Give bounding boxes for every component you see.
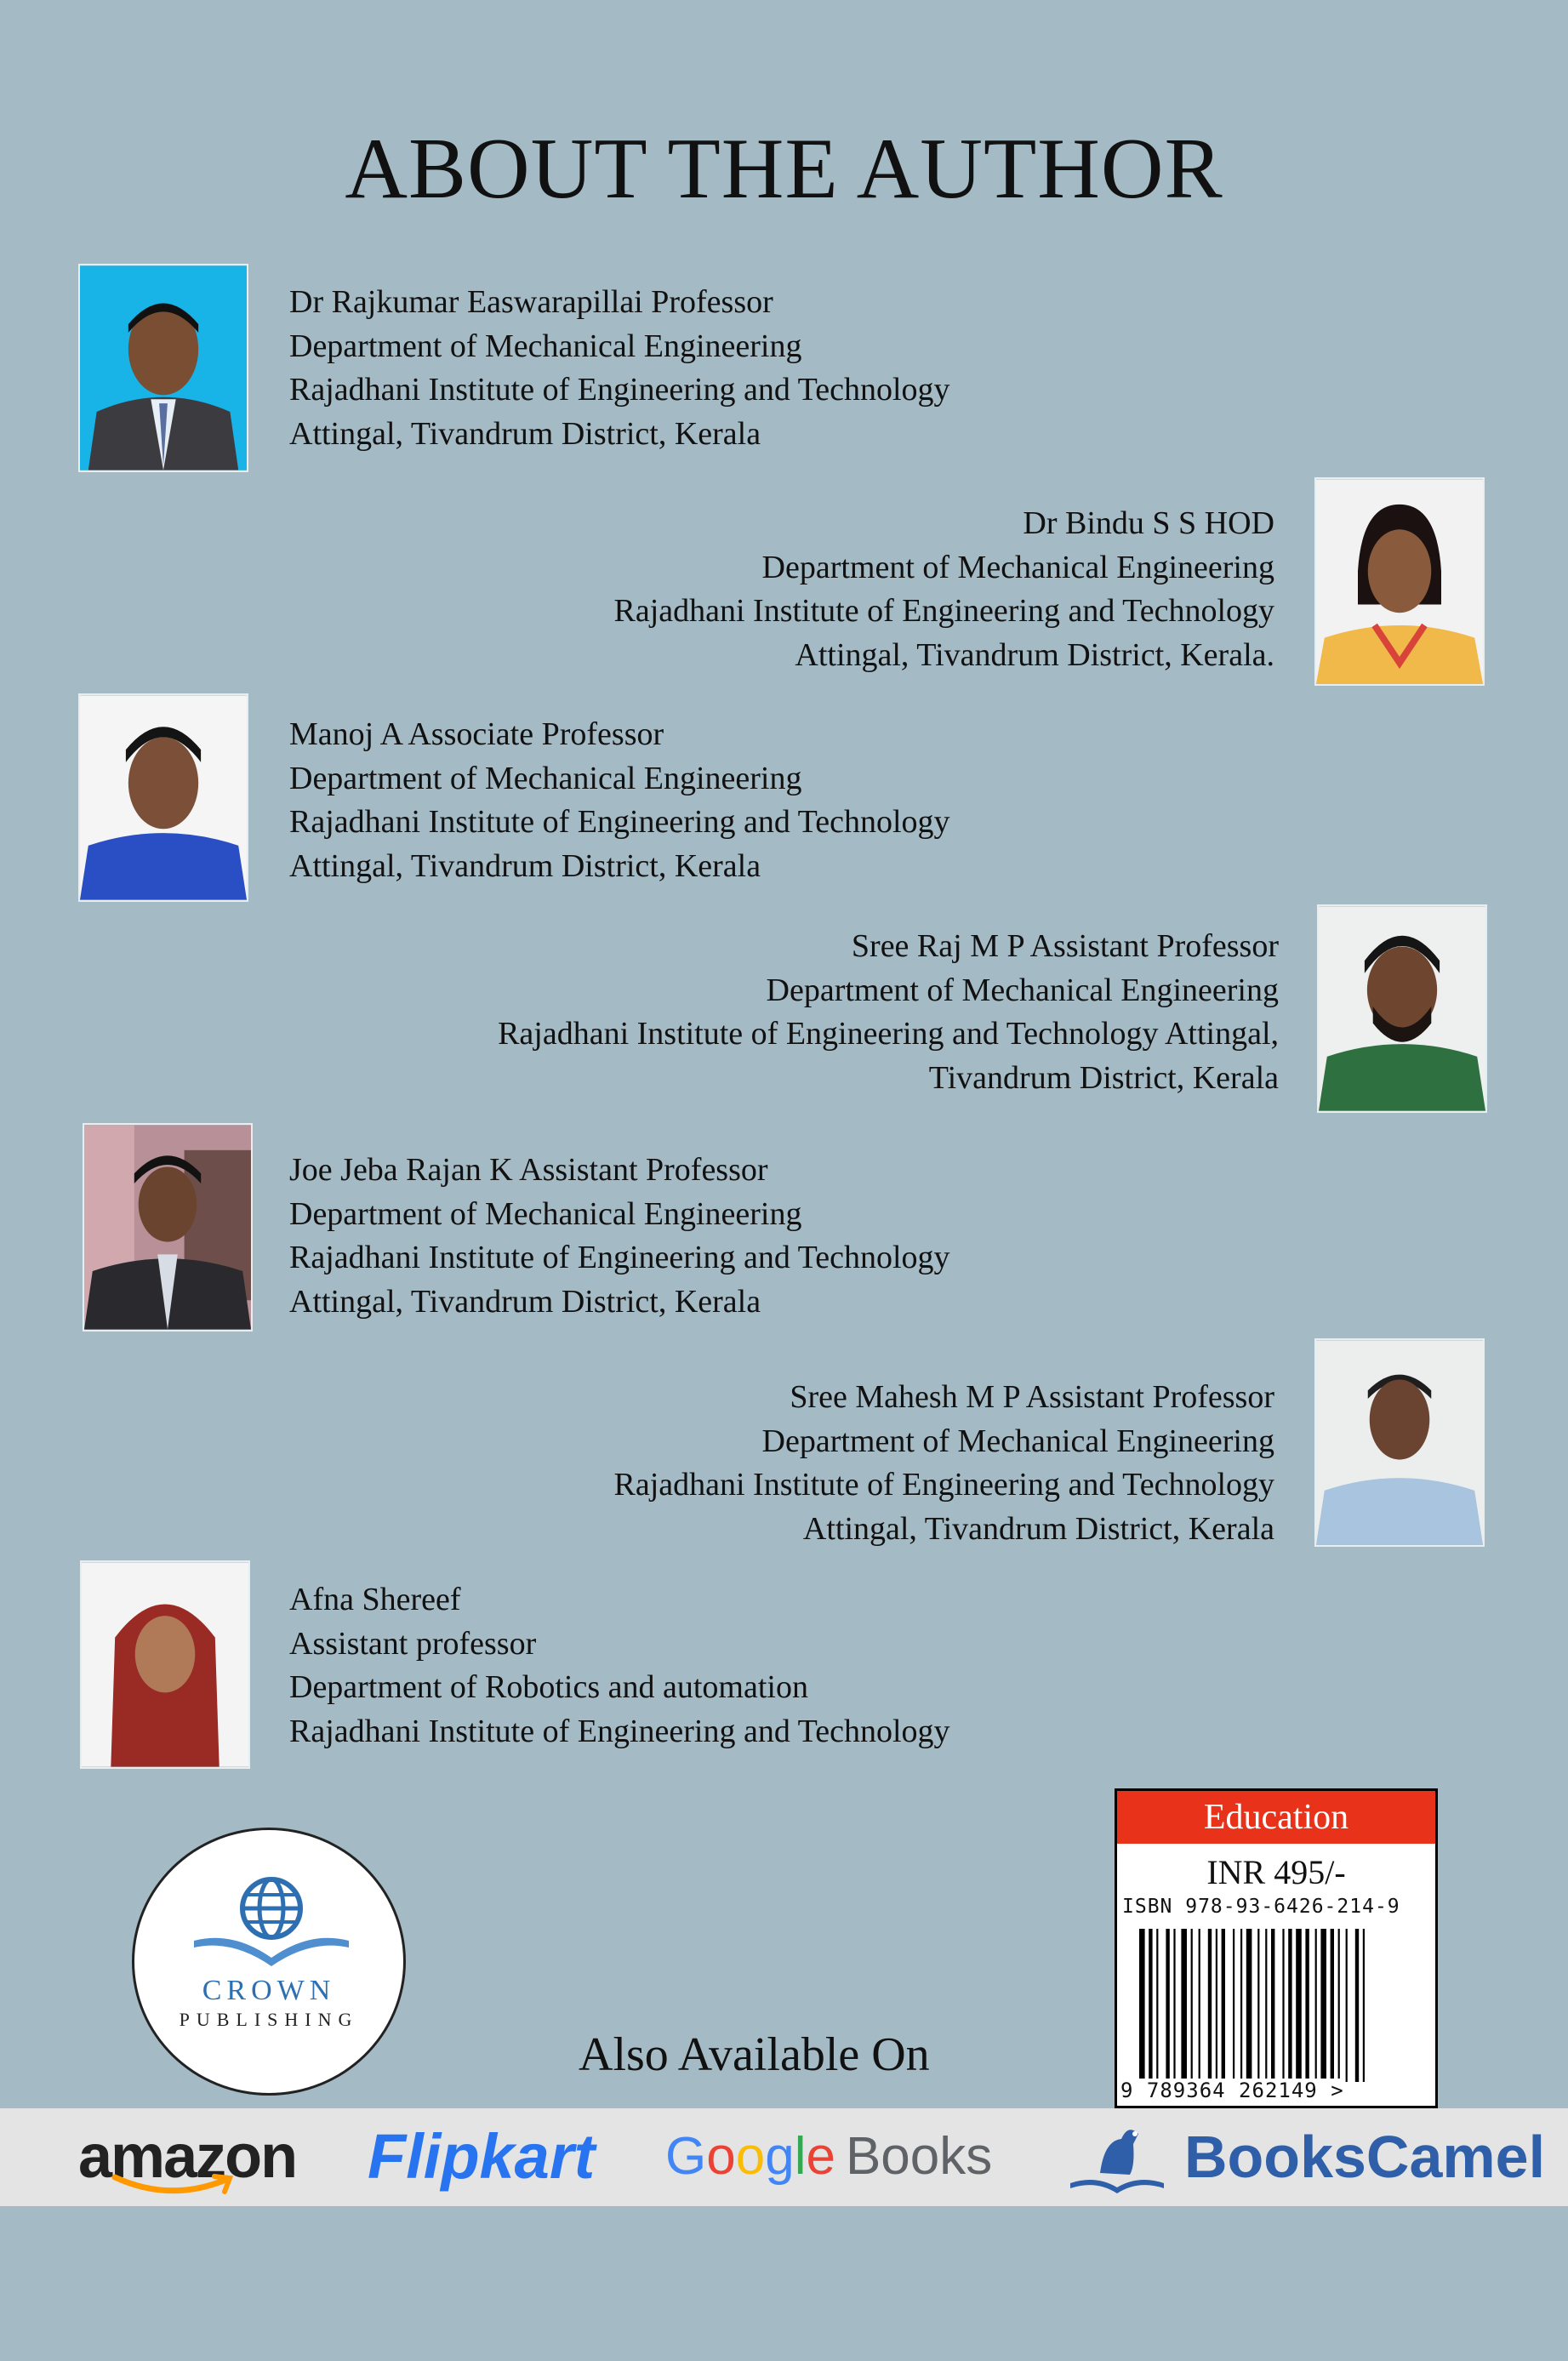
author-name-line: Sree Raj M P Assistant Professor bbox=[851, 928, 1279, 964]
author-name-line: Dr Bindu S S HOD bbox=[1023, 505, 1274, 541]
publisher-name: CROWN bbox=[202, 1975, 336, 2006]
also-available-heading: Also Available On bbox=[579, 2028, 930, 2081]
google-letter: g bbox=[765, 2127, 795, 2186]
barcode-bar bbox=[1222, 1929, 1225, 2082]
author-details bbox=[289, 281, 950, 456]
barcode-bar bbox=[1320, 1929, 1326, 2082]
barcode-bar bbox=[1257, 1929, 1259, 2082]
author-institute: Rajadhani Institute of Engineering and Technology Attingal, bbox=[498, 1016, 1279, 1052]
barcode-digits: 9 789364 262149 > bbox=[1120, 2079, 1344, 2102]
barcode-bar bbox=[1355, 1929, 1359, 2082]
camel-book-icon bbox=[1062, 2115, 1172, 2200]
author-photo bbox=[1314, 477, 1485, 686]
google-letter: G bbox=[665, 2127, 707, 2186]
author-department: Department of Mechanical Engineering bbox=[761, 549, 1274, 585]
author-name-line: Afna Shereef bbox=[289, 1582, 461, 1617]
author-details bbox=[289, 1149, 950, 1324]
author-title: Assistant professor bbox=[289, 1625, 537, 1662]
amazon-logo[interactable]: amazon bbox=[78, 2123, 297, 2191]
portrait-image bbox=[80, 695, 247, 900]
author-location: Attingal, Tivandrum District, Kerala. bbox=[795, 636, 1274, 673]
google-letter: e bbox=[806, 2127, 835, 2186]
portrait-image bbox=[84, 1125, 251, 1330]
author-location: Attingal, Tivandrum District, Kerala bbox=[802, 1510, 1274, 1547]
author-institute: Rajadhani Institute of Engineering and Technology bbox=[613, 1467, 1274, 1503]
barcode-bar bbox=[1173, 1929, 1175, 2082]
author-department: Department of Mechanical Engineering bbox=[289, 760, 802, 796]
barcode-bar bbox=[1331, 1929, 1334, 2082]
portrait-image bbox=[80, 265, 247, 470]
portrait-image bbox=[1319, 906, 1485, 1111]
portrait-image bbox=[82, 1562, 248, 1767]
author-location: Tivandrum District, Kerala bbox=[928, 1059, 1279, 1096]
author-name-line: Dr Rajkumar Easwarapillai Professor bbox=[289, 284, 773, 320]
price-label: INR 495/- bbox=[1206, 1853, 1346, 1891]
author-name-line: Sree Mahesh M P Assistant Professor bbox=[790, 1379, 1274, 1415]
author-photo bbox=[80, 1560, 250, 1769]
barcode-bar bbox=[1156, 1929, 1158, 2082]
barcode-icon bbox=[1138, 1929, 1418, 2082]
author-institute: Rajadhani Institute of Engineering and Technology bbox=[613, 593, 1274, 629]
barcode-bar bbox=[1166, 1929, 1169, 2082]
globe-book-icon bbox=[134, 1830, 408, 2098]
author-institute: Rajadhani Institute of Engineering and Technology bbox=[289, 1713, 950, 1749]
author-location: Attingal, Tivandrum District, Kerala bbox=[289, 415, 761, 452]
publisher-logo bbox=[132, 1828, 406, 2096]
barcode-bar bbox=[1149, 1929, 1152, 2082]
barcode-bar bbox=[1363, 1929, 1365, 2082]
author-location: Attingal, Tivandrum District, Kerala bbox=[289, 1283, 761, 1320]
author-details bbox=[289, 713, 950, 888]
barcode-bar bbox=[1246, 1929, 1252, 2082]
barcode-bar bbox=[1265, 1929, 1267, 2082]
barcode-bar bbox=[1216, 1929, 1217, 2082]
barcode-bar bbox=[1338, 1929, 1340, 2082]
barcode-bar bbox=[1288, 1929, 1291, 2082]
author-institute: Rajadhani Institute of Engineering and Technology bbox=[289, 804, 950, 840]
publisher-tagline: PUBLISHING bbox=[179, 2009, 359, 2030]
store-strip bbox=[0, 2108, 1568, 2206]
barcode-bar bbox=[1305, 1929, 1309, 2082]
google-books-label: Books bbox=[845, 2127, 993, 2186]
amazon-smile-icon bbox=[111, 2173, 238, 2198]
barcode-bar bbox=[1208, 1929, 1212, 2082]
isbn-label: ISBN 978-93-6426-214-9 bbox=[1122, 1896, 1400, 1918]
author-department: Department of Mechanical Engineering bbox=[761, 1423, 1274, 1459]
barcode-box bbox=[1115, 1788, 1438, 2108]
barcode-bar bbox=[1199, 1929, 1200, 2082]
author-details bbox=[614, 502, 1275, 677]
author-department: Department of Mechanical Engineering bbox=[766, 972, 1279, 1008]
barcode-bar bbox=[1315, 1929, 1317, 2082]
barcode-bar bbox=[1181, 1929, 1187, 2082]
barcode-bar bbox=[1271, 1929, 1274, 2082]
bookscamel-logo[interactable]: BooksCamel bbox=[1184, 2124, 1546, 2190]
author-details bbox=[614, 1376, 1275, 1551]
google-books-logo[interactable] bbox=[665, 2119, 992, 2195]
barcode-bar bbox=[1240, 1929, 1242, 2082]
author-photo bbox=[83, 1123, 253, 1332]
google-letter: o bbox=[735, 2127, 766, 2186]
category-label: Education bbox=[1117, 1791, 1435, 1844]
portrait-image bbox=[1316, 1340, 1483, 1545]
author-institute: Rajadhani Institute of Engineering and Technology bbox=[289, 372, 950, 408]
barcode-bar bbox=[1346, 1929, 1348, 2082]
barcode-bar bbox=[1191, 1929, 1193, 2082]
author-department: Department of Mechanical Engineering bbox=[289, 1195, 802, 1232]
author-photo bbox=[1317, 904, 1487, 1113]
page-title: ABOUT THE AUTHOR bbox=[345, 121, 1223, 217]
author-details bbox=[498, 925, 1279, 1100]
author-photo bbox=[78, 693, 248, 902]
barcode-bar bbox=[1233, 1929, 1234, 2082]
portrait-image bbox=[1316, 479, 1483, 684]
author-details bbox=[289, 1578, 950, 1754]
author-department: Department of Robotics and automation bbox=[289, 1669, 808, 1705]
author-photo bbox=[78, 264, 248, 472]
author-name-line: Joe Jeba Rajan K Assistant Professor bbox=[289, 1152, 768, 1188]
google-letter: l bbox=[794, 2127, 807, 2186]
barcode-bar bbox=[1282, 1929, 1284, 2082]
author-photo bbox=[1314, 1338, 1485, 1547]
author-name-line: Manoj A Associate Professor bbox=[289, 716, 664, 752]
author-department: Department of Mechanical Engineering bbox=[289, 328, 802, 364]
flipkart-logo[interactable]: Flipkart bbox=[368, 2121, 596, 2192]
barcode-bar bbox=[1139, 1929, 1145, 2082]
google-letter: o bbox=[706, 2127, 736, 2186]
author-location: Attingal, Tivandrum District, Kerala bbox=[289, 847, 761, 884]
barcode-bar bbox=[1296, 1929, 1302, 2082]
author-institute: Rajadhani Institute of Engineering and Technology bbox=[289, 1240, 950, 1275]
